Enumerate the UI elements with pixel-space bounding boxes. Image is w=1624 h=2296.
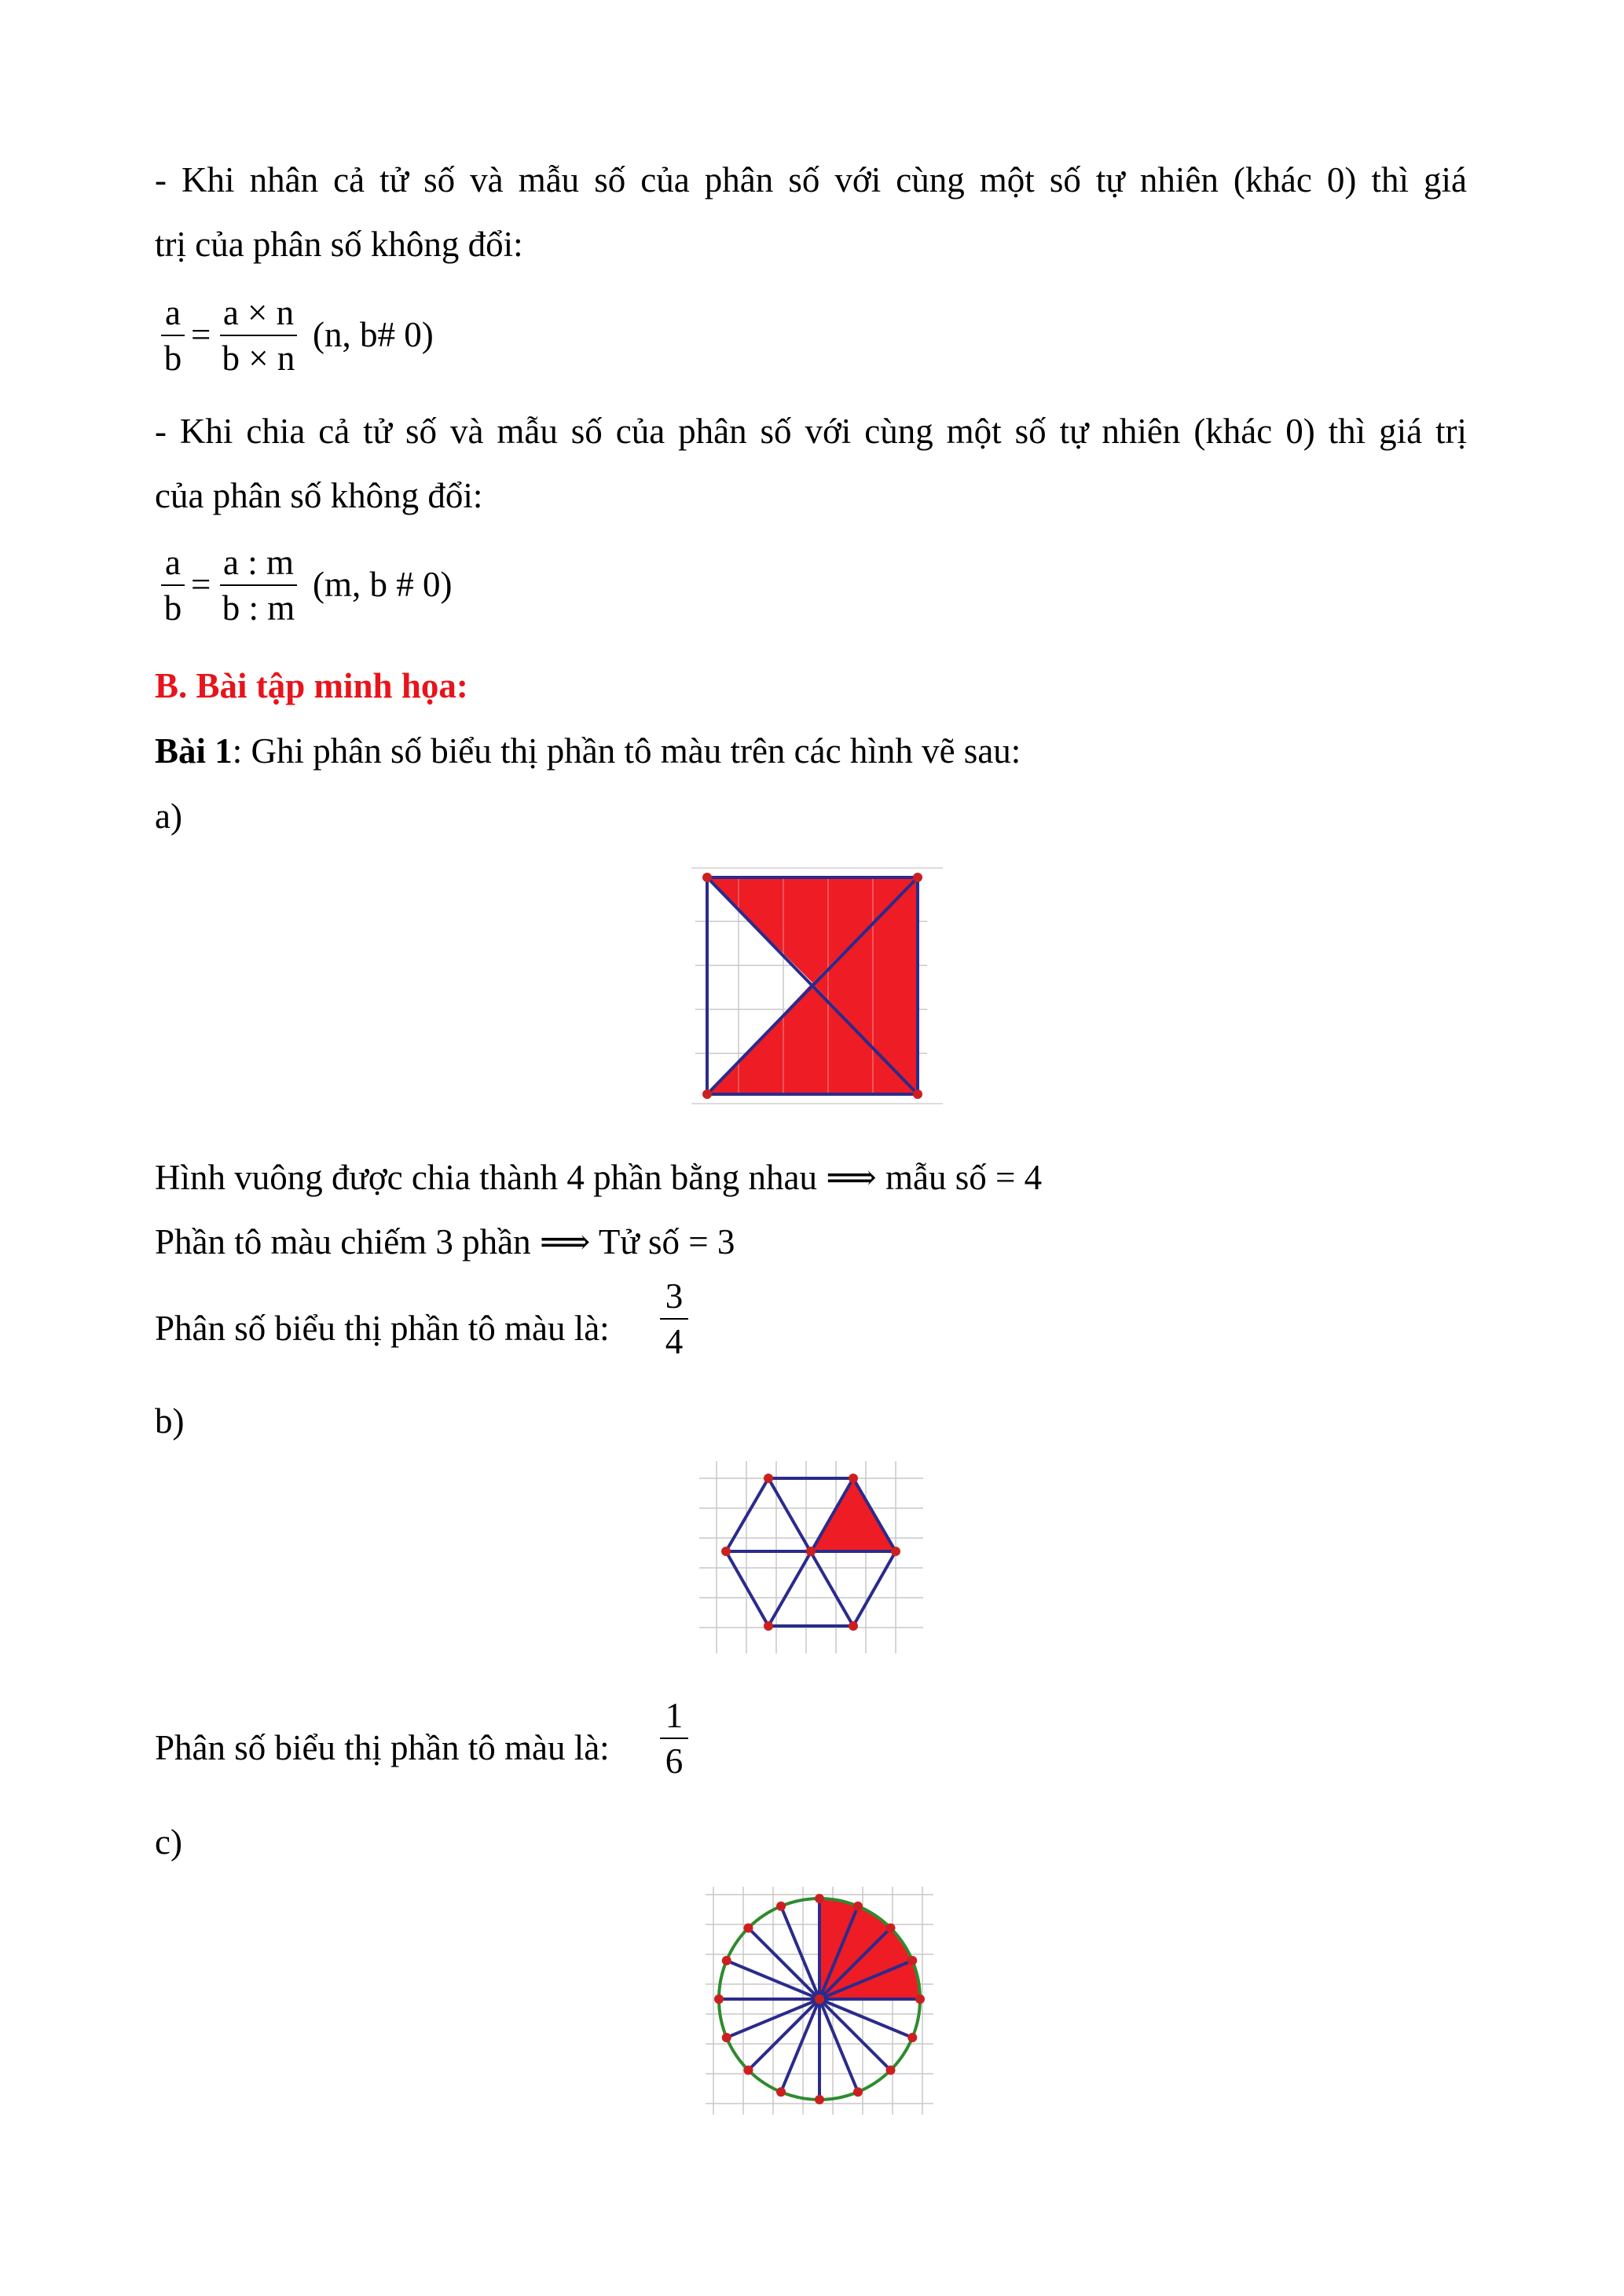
circle-vertex [714, 1994, 724, 2004]
figure-b-hexagon [699, 1461, 923, 1653]
circle-vertex [722, 2033, 731, 2042]
circle-spoke [748, 1928, 819, 1999]
circle-vertex [743, 1923, 753, 1932]
circle-vertex [907, 1956, 917, 1965]
fraction-denominator: b [163, 588, 182, 628]
formula-rhs-fraction [220, 540, 297, 630]
figure-a-square [691, 868, 943, 1104]
circle-vertex [815, 2095, 824, 2104]
fraction-denominator: b × n [222, 339, 295, 378]
part-a-label: a) [155, 796, 182, 836]
circle-vertex [853, 2087, 863, 2096]
circle-vertex [886, 1923, 896, 1932]
rule-multiply-line1: - Khi nhân cả tử số và mẫu số của phân số với cùng một số tự nhiên (khác 0) thì giá [155, 160, 1467, 200]
formula-lhs-fraction [161, 291, 185, 380]
circle-center [815, 1994, 824, 2004]
rule-divide-line2: của phân số không đổi: [155, 476, 483, 515]
fraction-numerator: a [165, 543, 181, 582]
circle-vertex [853, 1902, 863, 1911]
circle-vertex [907, 2033, 917, 2042]
fraction-denominator: b [163, 339, 182, 378]
part-a-line1: Hình vuông được chia thành 4 phần bằng nhau ⟹ mẫu số = 4 [155, 1158, 1043, 1197]
part-a-answer-text: Phân số biểu thị phần tô màu là: [155, 1309, 610, 1348]
part-b-answer-fraction [660, 1694, 688, 1783]
circle-vertex [776, 1902, 786, 1911]
formula-condition: (n, b# 0) [313, 315, 434, 354]
fraction-numerator: a × n [222, 293, 295, 332]
circle-vertex [915, 1994, 925, 2004]
part-a-line2: Phần tô màu chiếm 3 phần ⟹ Tử số = 3 [155, 1222, 735, 1262]
fraction-denominator: 4 [665, 1322, 684, 1361]
equals-sign: = [191, 565, 211, 604]
formula-rhs-fraction [220, 291, 297, 380]
rule-multiply-line2: trị của phân số không đổi: [155, 225, 523, 264]
circle-vertex [776, 2087, 786, 2096]
part-b-label: b) [155, 1401, 185, 1441]
exercise-1-label: Bài 1 [155, 731, 233, 771]
part-b-answer-text: Phân số biểu thị phần tô màu là: [155, 1728, 610, 1767]
equals-sign: = [191, 315, 211, 354]
part-c-label: c) [155, 1822, 182, 1862]
circle-vertex [743, 2066, 753, 2075]
formula-lhs-fraction [161, 540, 185, 630]
fraction-numerator: a : m [223, 543, 294, 582]
rule-divide-line1: - Khi chia cả tử số và mẫu số của phân số với cùng một số tự nhiên (khác 0) thì giá trị [155, 412, 1467, 451]
part-a-answer-fraction [660, 1274, 688, 1364]
circle-vertex [722, 1956, 731, 1965]
circle-vertex [815, 1894, 824, 1903]
fraction-numerator: 3 [665, 1276, 684, 1316]
fraction-numerator: 1 [665, 1696, 684, 1735]
fraction-numerator: a [165, 293, 181, 332]
circle-spoke [748, 1999, 819, 2071]
circle-vertex [886, 2066, 896, 2075]
formula-condition: (m, b # 0) [313, 565, 453, 604]
exercise-1-prompt [155, 719, 1021, 783]
fraction-denominator: b : m [222, 588, 295, 628]
fraction-denominator: 6 [665, 1741, 684, 1781]
exercise-1-text: : Ghi phân số biểu thị phần tô màu trên các hình vẽ sau: [232, 731, 1021, 771]
figure-c-circle [706, 1887, 933, 2115]
section-heading: B. Bài tập minh họa: [155, 666, 468, 705]
circle-spoke [819, 1999, 891, 2071]
shaded-triangle [811, 1478, 896, 1551]
